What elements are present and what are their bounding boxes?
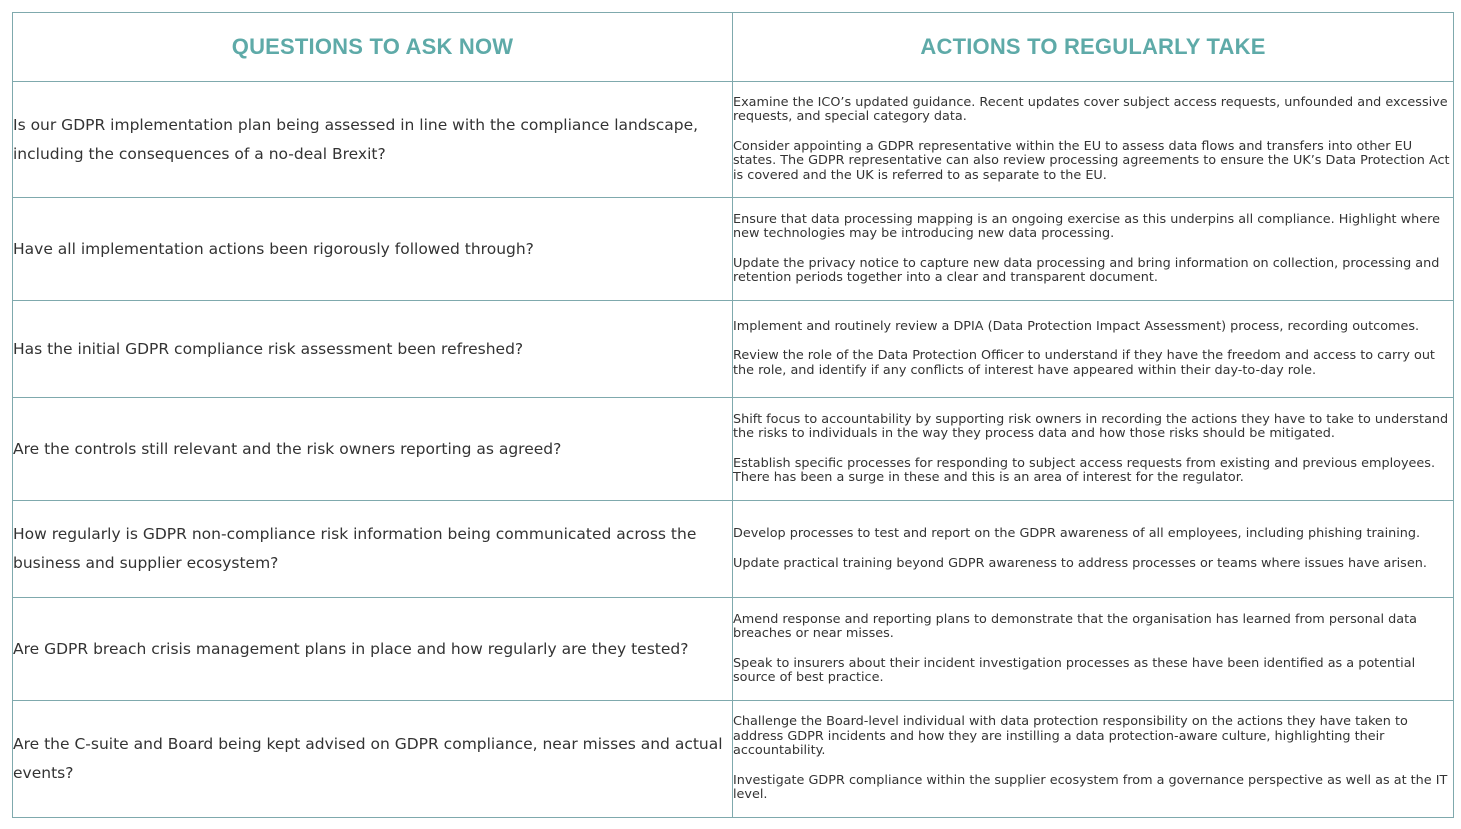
action-item: Ensure that data processing mapping is an ongoing exercise as this underpins all compliance. Highlight where new technologies may be introducing new data processing. — [733, 211, 1440, 241]
table-row — [13, 598, 1454, 701]
actions-cell — [733, 701, 1454, 818]
table-row — [13, 198, 1454, 301]
action-item: Consider appointing a GDPR representative within the EU to assess data flows and transfers into other EU states. The GDPR representative can also review processing agreements to ensure the UK’s Data Protection Act is covered and the UK is referred to as separate to the EU. — [733, 138, 1450, 183]
table-row — [13, 701, 1454, 818]
action-item: Speak to insurers about their incident investigation processes as these have been identified as a potential source of best practice. — [733, 655, 1416, 685]
questions-column-header: QUESTIONS TO ASK NOW — [13, 13, 733, 82]
question-cell: Are the C-suite and Board being kept advised on GDPR compliance, near misses and actual events? — [13, 701, 733, 818]
question-cell: Has the initial GDPR compliance risk assessment been refreshed? — [13, 301, 733, 398]
action-item: Establish specific processes for responding to subject access requests from existing and previous employees. There has been a surge in these and this is an area of interest for the regulator. — [733, 455, 1436, 485]
actions-cell — [733, 301, 1454, 398]
actions-cell — [733, 398, 1454, 501]
question-cell: How regularly is GDPR non-compliance risk information being communicated across the business and supplier ecosystem? — [13, 501, 733, 598]
gdpr-questions-actions-table — [12, 12, 1454, 818]
actions-cell — [733, 82, 1454, 198]
actions-cell — [733, 198, 1454, 301]
action-item: Examine the ICO’s updated guidance. Recent updates cover subject access requests, unfounded and excessive requests, and special category data. — [733, 94, 1448, 125]
actions-column-header: ACTIONS TO REGULARLY TAKE — [733, 13, 1454, 82]
action-item: Investigate GDPR compliance within the supplier ecosystem from a governance perspective as well as at the IT level. — [733, 772, 1448, 803]
question-cell: Have all implementation actions been rigorously followed through? — [13, 198, 733, 301]
action-item: Review the role of the Data Protection Officer to understand if they have the freedom and access to carry out the role, and identify if any conflicts of interest have appeared within their day-to-day role. — [733, 348, 1435, 378]
actions-cell — [733, 598, 1454, 701]
action-item: Shift focus to accountability by supporting risk owners in recording the actions they have to take to understand the risks to individuals in the way they process data and how those risks should be mitigated. — [733, 411, 1449, 441]
table-row — [13, 301, 1454, 398]
action-item: Update practical training beyond GDPR awareness to address processes or teams where issues have arisen. — [733, 555, 1427, 571]
table-row — [13, 398, 1454, 501]
question-cell: Are the controls still relevant and the risk owners reporting as agreed? — [13, 398, 733, 501]
action-item: Update the privacy notice to capture new data processing and bring information on collection, processing and retention periods together into a clear and transparent document. — [733, 255, 1440, 285]
actions-cell — [733, 501, 1454, 598]
action-item: Develop processes to test and report on the GDPR awareness of all employees, including phishing training. — [733, 526, 1421, 541]
table-row — [13, 82, 1454, 198]
question-cell: Are GDPR breach crisis management plans in place and how regularly are they tested? — [13, 598, 733, 701]
table-row — [13, 501, 1454, 598]
action-item: Implement and routinely review a DPIA (Data Protection Impact Assessment) process, recording outcomes. — [733, 318, 1420, 334]
table-header-row — [13, 13, 1454, 82]
action-item: Challenge the Board-level individual with data protection responsibility on the actions they have taken to address GDPR incidents and how they are instilling a data protection-aware culture, highlighting their accountability. — [733, 714, 1408, 759]
question-cell: Is our GDPR implementation plan being assessed in line with the compliance landscape, including the consequences of a no-deal Brexit? — [13, 82, 733, 198]
action-item: Amend response and reporting plans to demonstrate that the organisation has learned from personal data breaches or near misses. — [733, 611, 1417, 641]
